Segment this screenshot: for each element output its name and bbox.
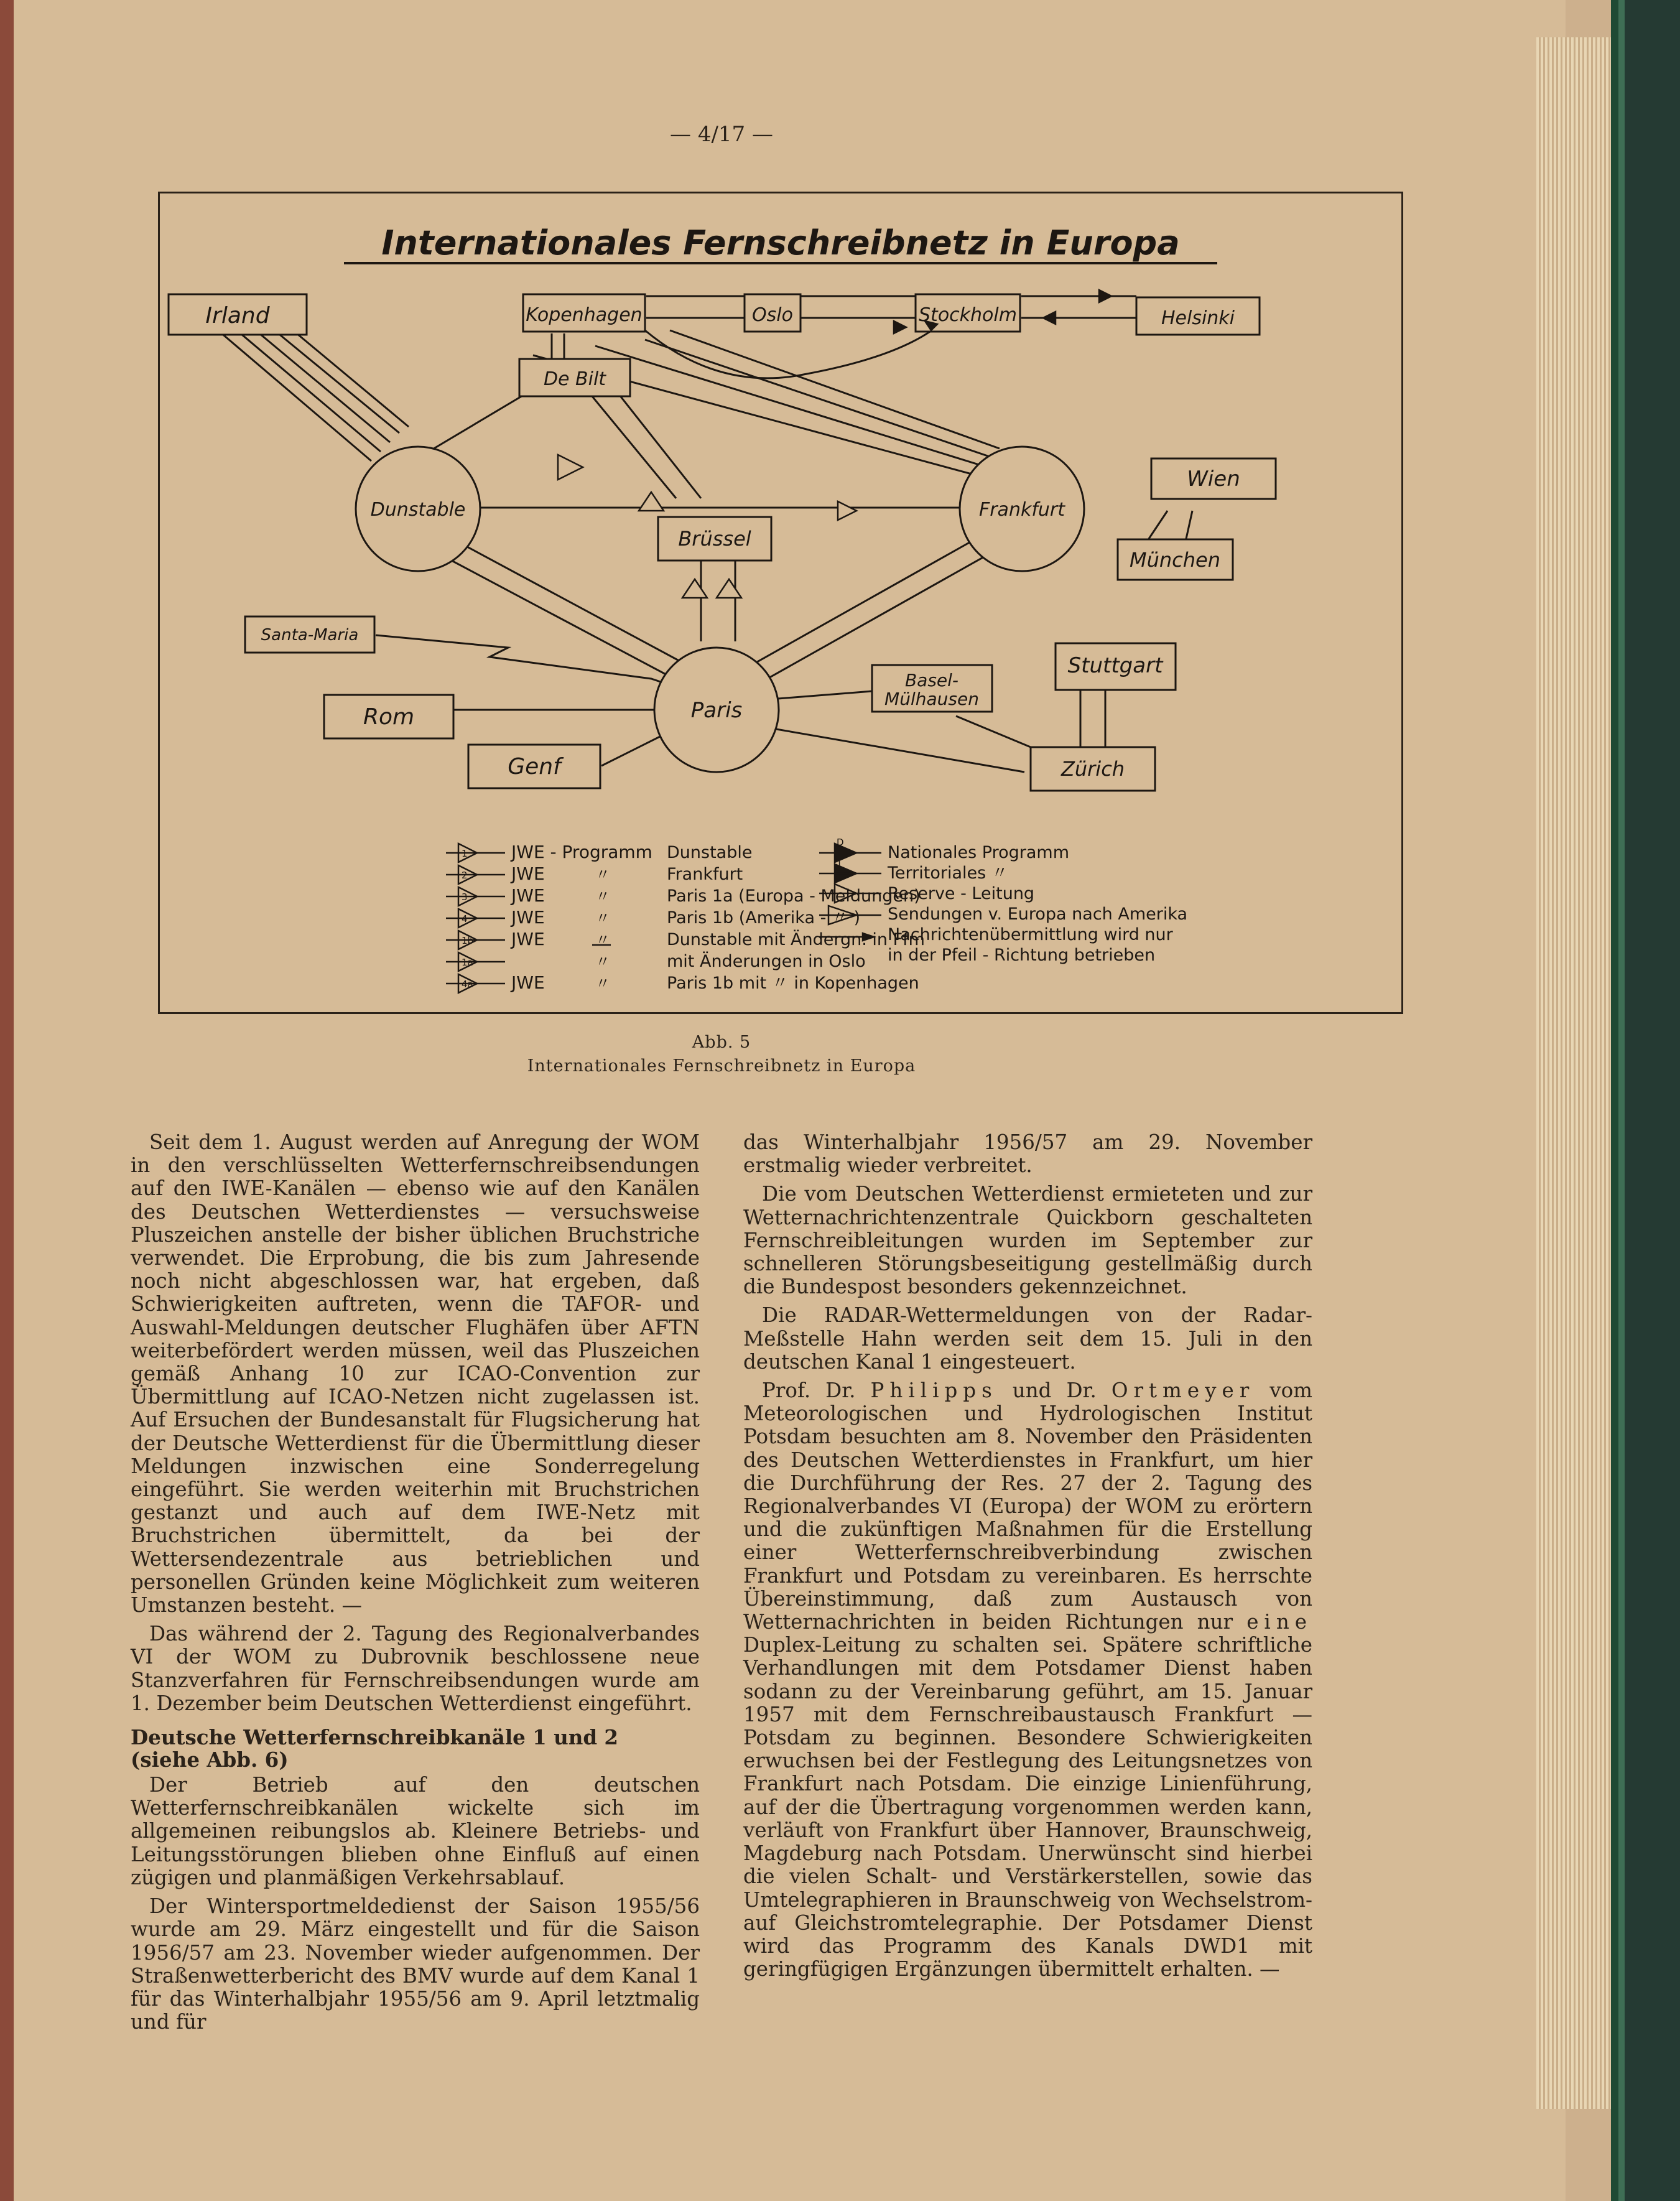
node-zuerich: Zürich	[1060, 757, 1125, 781]
section-heading-line2: (siehe Abb. 6)	[131, 1747, 289, 1772]
link-kopenhagen-frankfurt-2	[595, 346, 987, 467]
person-name: Philipps	[870, 1379, 998, 1403]
diagram-svg	[160, 193, 1401, 1012]
node-oslo: Oslo	[752, 304, 793, 326]
legend-marker-label: D	[837, 837, 844, 848]
legend-text: Paris 1b mit 〃 in Kopenhagen	[667, 974, 919, 993]
legend-ditto: 〃	[595, 953, 610, 970]
node-santamaria: Santa-Maria	[261, 626, 359, 644]
node-wien: Wien	[1187, 467, 1240, 491]
network-diagram	[158, 192, 1403, 1014]
left-column	[131, 1131, 700, 2039]
link-irland-dunstable-3	[241, 318, 390, 442]
legend-text: Sendungen v. Europa nach Amerika	[888, 905, 1188, 924]
legend-text: Nationales Programm	[888, 843, 1069, 862]
link-paris-basel	[778, 691, 872, 699]
legend-marker-label: 4	[462, 913, 468, 924]
legend-text: in der Pfeil - Richtung betrieben	[888, 946, 1156, 965]
legend-text: Nachrichtenübermittlung wird nur	[888, 925, 1173, 944]
legend-ditto: 〃	[595, 888, 610, 905]
legend-prefix: JWE	[511, 907, 545, 928]
legend-prefix: JWE	[511, 863, 545, 884]
legend-marker-label: 1a	[462, 957, 473, 968]
right-column	[743, 1131, 1312, 1986]
legend-marker-label: 2	[462, 870, 468, 881]
legend-text: Territoriales 〃	[888, 863, 1008, 883]
link-kopenhagen-frankfurt-4	[670, 330, 1000, 449]
arrow-helsinki-stockholm	[1043, 312, 1056, 324]
link-debilt-bruessel-2	[589, 393, 676, 498]
legend-marker-label: T	[837, 857, 843, 868]
link-wien-muenchen-2	[1186, 511, 1192, 539]
mark-1-dunstable	[558, 455, 583, 480]
paragraph: Der Betrieb auf den deutschen Wetterfernschreibkanälen wickelte sich im allgemeinen reibungslos ab. Kleinere Betriebs- und Leitungsstörungen blieben ohne Einfluß auf einen zügigen und planmäßigen Verkehrsablauf.	[131, 1773, 700, 1889]
node-irland: Irland	[205, 303, 270, 328]
node-helsinki: Helsinki	[1161, 307, 1235, 329]
node-frankfurt: Frankfurt	[978, 499, 1065, 521]
node-kopenhagen: Kopenhagen	[526, 304, 643, 326]
legend-marker-label: 4a	[462, 979, 473, 990]
legend-prefix: JWE - Programm	[511, 842, 652, 862]
node-basel: Basel-	[904, 670, 959, 691]
node-stuttgart: Stuttgart	[1067, 653, 1163, 678]
legend-marker-label: 1b	[462, 935, 474, 946]
paragraph: Die vom Deutschen Wetterdienst ermieteten und zur Wetternachrichtenzentrale Quickborn geschalteten Fernschreibleitungen wurden im September zur schnelleren Störungsbeseitigung gestellmäßig durch die Bundespost besonders gekennzeichnet.	[743, 1182, 1312, 1299]
legend-prefix: JWE	[511, 929, 545, 949]
node-rom: Rom	[363, 704, 415, 730]
mark-2-dunstable	[838, 501, 856, 520]
link-frankfurt-paris-1	[738, 533, 987, 672]
legend-text: mit Änderungen in Oslo	[667, 952, 866, 971]
paragraph: Die RADAR-Wettermeldungen von der Radar-Meßstelle Hahn werden seit dem 15. Juli in den deutschen Kanal 1 eingesteuert.	[743, 1303, 1312, 1374]
paragraph: das Winterhalbjahr 1956/57 am 29. November erstmalig wieder verbreitet.	[743, 1130, 1312, 1178]
arrow-stockholm-helsinki	[1099, 290, 1111, 302]
legend-left	[462, 842, 925, 993]
section-heading-line1: Deutsche Wetterfernschreibkanäle 1 und 2	[131, 1725, 618, 1750]
page-stack-edges	[1536, 37, 1611, 2109]
legend-text: Frankfurt	[667, 865, 743, 884]
legend-ditto: 〃	[595, 931, 610, 949]
paragraph: Das während der 2. Tagung des Regionalverbandes VI der WOM zu Dubrovnik beschlossene neue Stanzverfahren für Fernschreibsendungen wurde am 1. Dezember beim Deutschen Wetterdienst eingeführt.	[131, 1622, 700, 1715]
legend-ditto: 〃	[595, 910, 610, 927]
legend-right	[836, 837, 1187, 965]
legend-ditto: 〃	[595, 866, 610, 883]
text-span: und Dr.	[1012, 1379, 1097, 1403]
node-mulhausen: Mülhausen	[884, 689, 979, 709]
legend-text: Paris 1a (Europa - Meldungen)	[667, 886, 921, 906]
legend-prefix: JWE	[511, 972, 545, 993]
cover-edge	[1618, 0, 1625, 2201]
node-genf: Genf	[508, 754, 561, 779]
legend-ditto: 〃	[595, 975, 610, 992]
section-heading	[131, 1726, 700, 1771]
mark-3-bruessel	[682, 579, 707, 598]
emphasis-text: eine	[1246, 1610, 1312, 1634]
legend-text: Paris 1b (Amerika - 〃 )	[667, 908, 861, 928]
legend-text: Dunstable mit Ändergn. in Ffm	[667, 930, 925, 949]
figure-caption-label: Abb. 5	[692, 1033, 751, 1052]
arrow-oslo-stockholm	[894, 321, 906, 333]
link-paris-santamaria	[376, 635, 670, 685]
link-wien-muenchen-1	[1149, 511, 1167, 539]
node-paris: Paris	[690, 698, 743, 723]
link-basel-zuerich	[956, 716, 1031, 747]
node-dunstable: Dunstable	[370, 499, 466, 521]
legend-marker-label: 1	[462, 848, 468, 859]
node-stockholm: Stockholm	[919, 304, 1017, 326]
paragraph: Der Wintersportmeldedienst der Saison 1955/56 wurde am 29. März eingestellt und für die Saison 1956/57 am 23. November wieder aufgenommen. Der Straßenwetterbericht des BMV wurde auf dem Kanal 1 für das Winterhalbjahr 1955/56 am 9. April letztmalig und für	[131, 1894, 700, 2034]
legend-text: Dunstable	[667, 843, 753, 862]
book-spine-edge	[0, 0, 14, 2201]
legend-prefix: JWE	[511, 885, 545, 906]
node-bruessel: Brüssel	[678, 527, 751, 551]
paragraph: Seit dem 1. August werden auf Anregung der WOM in den verschlüsselten Wetterfernschreibsendungen auf den IWE-Kanälen — ebenso wie auf den Kanälen des Deutschen Wetterdienstes — versuchsweise Pluszeichen anstelle der bisher üblichen Bruchstriche verwendet. Die Erprobung, die bis zum Jahresende noch nicht abgeschlossen war, hat ergeben, daß Schwierigkeiten auftreten, wenn die TAFOR- und Auswahl-Meldungen deutscher Flughäfen über AFTN weiterbefördert werden müssen, weil das Pluszeichen gemäß Anhang 10 zur ICAO-Convention zur Übermittlung auf ICAO-Netzen nicht zugelassen ist. Auf Ersuchen der Bundesanstalt für Flugsicherung hat der Deutsche Wetterdienst für die Übermittlung dieser Meldungen inzwischen eine Sonderregelung eingeführt. Sie werden weiterhin mit Bruchstrichen gestanzt und auch auf dem IWE-Netz mit Bruchstrichen übermittelt, da bei der Wettersendezentrale aus betrieblichen und personellen Gründen keine Möglichkeit zum weiteren Umstanzen besteht. —	[131, 1130, 700, 1617]
link-paris-zuerich	[773, 728, 1024, 772]
figure-caption-title: Internationales Fernschreibnetz in Europa	[527, 1056, 916, 1076]
node-muenchen: München	[1129, 548, 1221, 572]
node-debilt: De Bilt	[543, 368, 606, 390]
link-paris-genf	[601, 735, 664, 766]
text-span: Duplex-Leitung zu schalten sei. Spätere schriftliche Verhandlungen mit dem Potsdamer Dienst haben sodann zu der Vereinbarung geführt, am 15. Januar 1957 mit dem Fernschreibaustausch Frankfurt — Potsdam zu beginnen. Besondere Schwierigkeiten erwuchsen bei der Festlegung des Leitungsnetzes von Frankfurt nach Potsdam. Die einzige Linienführung, auf der die Übertragung vorgenommen werden kann, verläuft von Frankfurt über Hannover, Braunschweig, Magdeburg nach Potsdam. Unerwünscht sind hierbei die vielen Schalt- und Verstärkerstellen, sowie das Umtelegraphieren in Braunschweig von Wechselstrom- auf Gleichstromtelegraphie. Der Potsdamer Dienst wird das Programm des Kanals DWD1 mit geringfügigen Ergänzungen übermittelt erhalten. —	[743, 1633, 1312, 1981]
diagram-title: Internationales Fernschreibnetz in Europa	[381, 223, 1180, 263]
cover-inner	[1625, 0, 1680, 2201]
legend-marker-label: 3	[462, 891, 468, 903]
mark-1-debilt	[639, 492, 664, 511]
paragraph	[743, 1379, 1312, 1981]
person-name: Ortmeyer	[1111, 1379, 1255, 1403]
legend-text: Reserve - Leitung	[888, 884, 1035, 903]
text-span: Prof. Dr.	[762, 1379, 856, 1403]
text-span: vom Meteorologischen und Hydrologischen Institut Potsdam besuchten am 8. November den Präsidenten des Deutschen Wetterdienstes in Frankfurt, um hier die Durchführung der Res. 27 der 2. Tagung des Regionalverbandes VI (Europa) der WOM zu erörtern und die zukünftigen Maßnahmen für die Erstellung einer Wetterfernschreibverbindung zwischen Frankfurt und Potsdam zu vereinbaren. Es herrschte Übereinstimmung, daß zum Austausch von Wetternachrichten in beiden Richtungen nur	[743, 1379, 1312, 1634]
page-number: — 4/17 —	[670, 122, 773, 147]
mark-4-bruessel	[717, 579, 741, 598]
